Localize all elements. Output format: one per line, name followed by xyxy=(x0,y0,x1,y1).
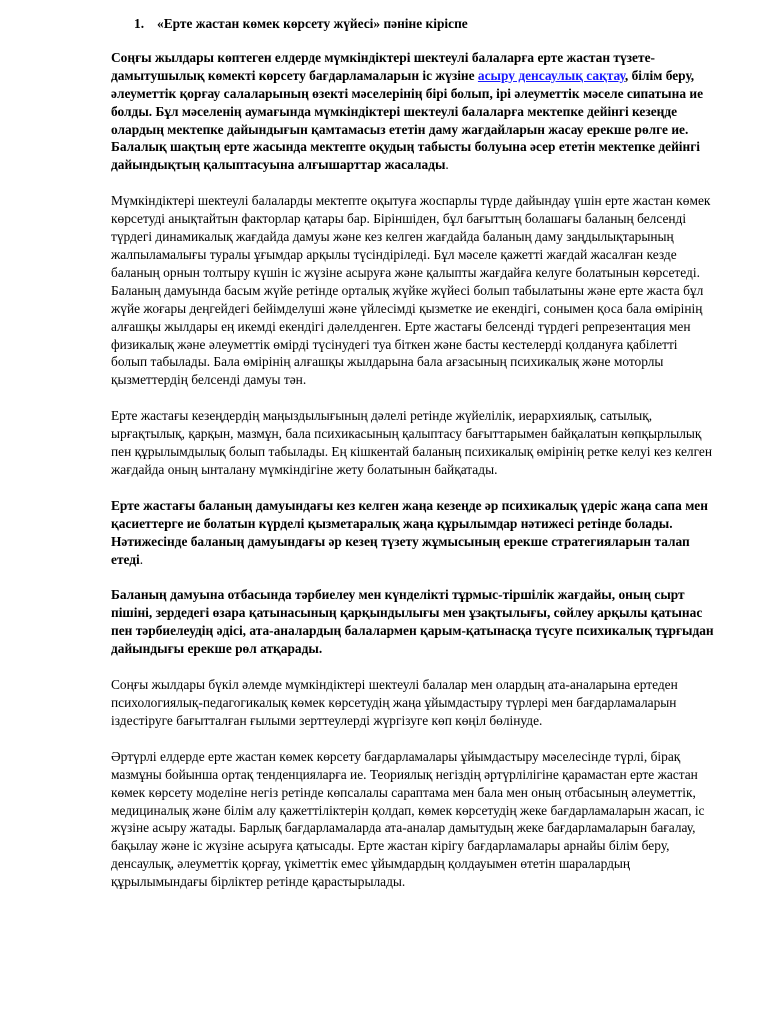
paragraph-intro xyxy=(111,49,717,174)
document-page xyxy=(111,15,717,909)
paragraph-6: Соңғы жылдары бүкіл әлемде мүмкіндіктері шектеулі балалар мен олардың ата-аналарына ертеден психологиялық-педагогикалық көмек көрсетудің жаңа ұйымдастыру түрлері мен бағдарламаларын іздестіруге бағытталған ғылыми зерттеулерді жүргізуге көп көңіл бөлінуде. xyxy=(111,677,678,728)
paragraph-3: Ерте жастағы кезеңдердің маңыздылығының дәлелі ретінде жүйелілік, иерархиялық, сатылық, ырғақтылық, қарқын, мазмұн, бала психикасының қалыптасу бағыттарымен байқалатын көпқырлылық пен құрылымдылық болып табылады. Ең кішкентай баланың психикалық өмірінің ретке келуі кез келген жағдайда оның ынталану мүмкіндігіне жету болатынын байқатады. xyxy=(111,408,712,477)
paragraph-7: Әртүрлі елдерде ерте жастан көмек көрсету бағдарламалары ұйымдастыру мәселесінде түрлі, бірақ мазмұны бойынша ортақ тенденцияларға ие. Теориялық негіздің әртүрлілігіне қарамастан ерте жастан көмек көрсету моделіне негіз ретінде көпсалалы сараптама мен бала мен оның отбасының әлеуметтік, медициналық және білім алу қажеттіліктерін қолдап, көмек көрсетудің жеке бағдарламаларын жасап, іс жүзіне асыру жатады. Барлық бағдарламаларда ата-аналар дамытудың жеке бағдарламаларын бағалау, бақылау және іс жүзіне асыруға қатысады. Ерте жастан кірігу бағдарламалары арнайы білім беру, денсаулық, әлеуметтік қорғау, үкіметтік емес ұйымдардың қолдауымен өтетін шаралардың құрылымындағы бірліктер ретінде қарастырылады. xyxy=(111,748,705,890)
intro-period: . xyxy=(445,157,449,173)
section-heading xyxy=(111,15,717,33)
paragraph-2: Мүмкіндіктері шектеулі балаларды мектепте оқытуға жоспарлы түрде дайындау үшін ерте жастан көмек көрсетуді анықтайтын факторлар қатары бар. Біріншіден, бұл бағыттың болашағы баланың белсенді түрдегі динамикалық жағдайда дамуы және кез келген жағдайда баланың даму заңдылықтарының жалпыламалығы туралы ұғымдар арқылы түсіндіріледі. Бұл мәселе қажетті жағдай жасалған кезде баланың орнын толтыру күшін іс жүзіне асыруға және қалыпты жағдайға келуге болатынын көрсетеді. Баланың дамуында басым жүйе ретінде орталық жүйке жүйесі болып табылатыны және ерте жаста бұл жүйе жоғары деңгейдегі бейімделуші және үйлесімді қызметке ие екендігі, сонымен қоса бала өмірінің алғашқы жылдары ең икемді екендігі дәлелденген. Ерте жастағы белсенді түрдегі репрезентация мен физикалық және әлеуметтік өмірді түсінудегі туа біткен және басты кестелерді қолдануға қабілетті болып табылады. Бала өмірінің алғашқы жылдарына бала ағзасының психикалық және моторлы қызметтердің белсенді дамуы тән. xyxy=(111,193,711,388)
paragraph-4-period: . xyxy=(139,551,144,567)
paragraph-4 xyxy=(111,497,717,569)
intro-text-start: Соңғы жылдары көптеген елдерде мүмкіндіктері шектеулі балаларға ерте жастан түзете-дамытушылық көмекті көрсету бағдарламаларын іс жүзіне xyxy=(111,49,655,83)
paragraph-5: Баланың дамуына отбасында тәрбиелеу мен күнделікті тұрмыс-тіршілік жағдайы, оның сырт пішіні, зердедегі өзара қатынасының қарқындылығы мен ұзақтылығы, сөйлеу арқылы қатынас пен тәрбиелеудің әдісі, ата-аналардың балалармен қарым-қатынасқа түсуге психикалық тұрғыдан дайындығы ерекше рөл атқарады. xyxy=(111,587,714,657)
paragraph-4-bold-text: Ерте жастағы баланың дамуындағы кез келген жаңа кезеңде әр психикалық үдеріс жаңа сапа мен қасиеттерге ие болатын күрделі қызметаралық жаңа құрылымдар нәтижесі ретінде болады. Нәтижесінде баланың дамуындағы әр кезең түзету жұмысының ерекше стратегияларын талап етеді xyxy=(111,497,708,567)
intro-text-end: , білім беру, әлеуметтік қорғау салаларының өзекті мәселерінің бірі болып, ірі әлеуметтік мәселе сипатына ие болды. Бұл мәселенің аумағында мүмкіндіктері шектеулі балаларға мектепке дейінгі кезеңде олардың мектепке дайындығын қамтамасыз ететін даму жағдайларын жасау ерекше рөлге ие. Балалық шақтың ерте жасында мектепте оқудың табысты болуына әсер ететін мектепке дейінгі дайындықтың қалыптасуына алғышарттар жасалады xyxy=(111,67,704,173)
heading-number: 1. xyxy=(134,16,145,31)
health-care-link[interactable]: асыру денсаулық сақтау xyxy=(477,67,625,83)
heading-title: «Ерте жастан көмек көрсету жүйесі» пәніне кіріспе xyxy=(157,16,468,31)
